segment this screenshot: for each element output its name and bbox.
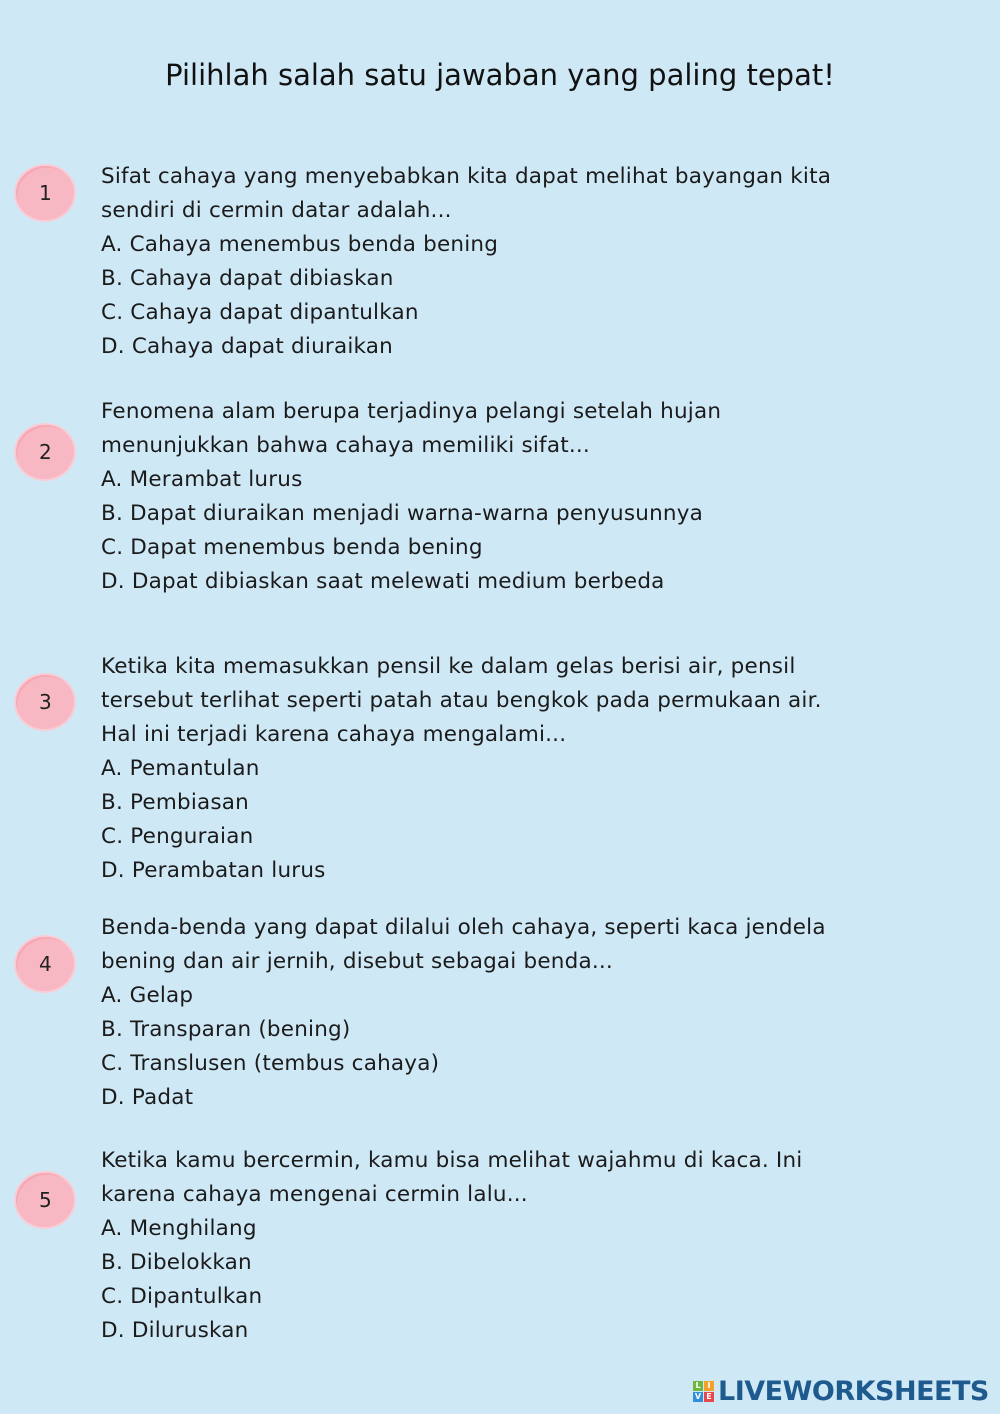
answer-option-c[interactable]: C. Penguraian xyxy=(101,824,254,849)
logo-mark-icon xyxy=(693,1381,714,1402)
answer-option-b[interactable]: B. Pembiasan xyxy=(101,790,249,815)
answer-option-d[interactable]: D. Cahaya dapat diuraikan xyxy=(101,334,393,359)
question-text: bening dan air jernih, disebut sebagai benda... xyxy=(101,949,613,974)
logo-mark-letter: E xyxy=(704,1392,714,1402)
answer-option-b[interactable]: B. Dibelokkan xyxy=(101,1250,252,1275)
page-title: Pilihlah salah satu jawaban yang paling tepat! xyxy=(165,58,835,92)
question-number-badge: 4 xyxy=(13,934,76,994)
answer-option-a[interactable]: A. Cahaya menembus benda bening xyxy=(101,232,499,257)
answer-option-d[interactable]: D. Diluruskan xyxy=(101,1318,249,1343)
question-text: karena cahaya mengenai cermin lalu... xyxy=(101,1182,528,1207)
question-text: Ketika kamu bercermin, kamu bisa melihat wajahmu di kaca. Ini xyxy=(101,1148,803,1173)
answer-option-a[interactable]: A. Menghilang xyxy=(101,1216,257,1241)
answer-option-a[interactable]: A. Pemantulan xyxy=(101,756,260,781)
answer-option-a[interactable]: A. Gelap xyxy=(101,983,194,1008)
question-text: Fenomena alam berupa terjadinya pelangi setelah hujan xyxy=(101,399,722,424)
answer-option-c[interactable]: C. Cahaya dapat dipantulkan xyxy=(101,300,419,325)
liveworksheets-logo xyxy=(693,1374,989,1408)
question-text: Ketika kita memasukkan pensil ke dalam gelas berisi air, pensil xyxy=(101,654,796,679)
question-number-badge: 1 xyxy=(13,163,76,223)
answer-option-a[interactable]: A. Merambat lurus xyxy=(101,467,303,492)
answer-option-d[interactable]: D. Perambatan lurus xyxy=(101,858,326,883)
question-text: Benda-benda yang dapat dilalui oleh cahaya, seperti kaca jendela xyxy=(101,915,826,940)
answer-option-c[interactable]: C. Dipantulkan xyxy=(101,1284,263,1309)
logo-mark-letter: I xyxy=(704,1381,714,1391)
question-number-badge: 3 xyxy=(13,672,76,732)
answer-option-d[interactable]: D. Dapat dibiaskan saat melewati medium berbeda xyxy=(101,569,665,594)
logo-mark-letter: L xyxy=(693,1381,703,1391)
question-text: tersebut terlihat seperti patah atau bengkok pada permukaan air. xyxy=(101,688,822,713)
question-text: Hal ini terjadi karena cahaya mengalami... xyxy=(101,722,567,747)
question-number-badge: 2 xyxy=(13,422,76,482)
answer-option-c[interactable]: C. Translusen (tembus cahaya) xyxy=(101,1051,440,1076)
answer-option-c[interactable]: C. Dapat menembus benda bening xyxy=(101,535,483,560)
answer-option-b[interactable]: B. Transparan (bening) xyxy=(101,1017,351,1042)
answer-option-b[interactable]: B. Cahaya dapat dibiaskan xyxy=(101,266,394,291)
question-text: Sifat cahaya yang menyebabkan kita dapat melihat bayangan kita xyxy=(101,164,832,189)
answer-option-b[interactable]: B. Dapat diuraikan menjadi warna-warna penyusunnya xyxy=(101,501,704,526)
question-text: menunjukkan bahwa cahaya memiliki sifat... xyxy=(101,433,590,458)
logo-text: LIVEWORKSHEETS xyxy=(718,1375,989,1407)
question-text: sendiri di cermin datar adalah... xyxy=(101,198,452,223)
logo-mark-letter: V xyxy=(694,1391,702,1401)
question-number-badge: 5 xyxy=(13,1170,76,1230)
answer-option-d[interactable]: D. Padat xyxy=(101,1085,194,1110)
